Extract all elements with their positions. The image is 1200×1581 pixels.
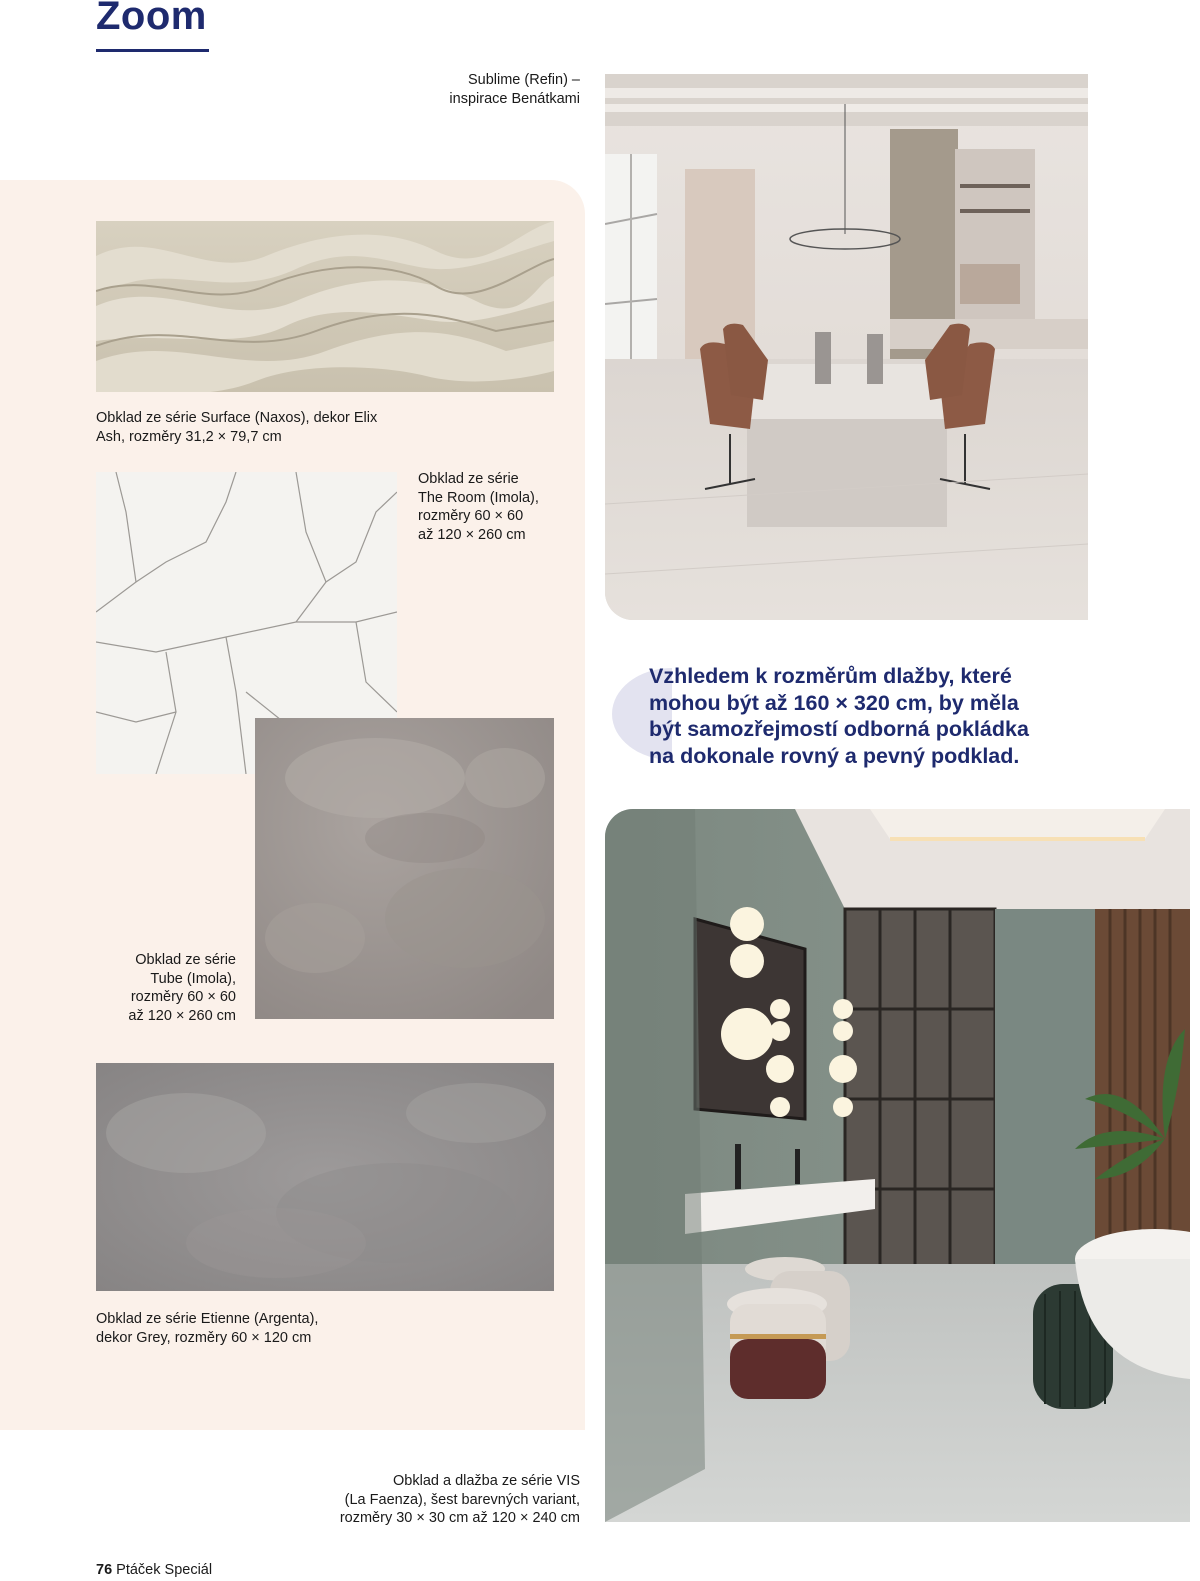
office-photo (605, 74, 1088, 620)
tube-tile-photo (255, 718, 554, 1019)
page-footer (96, 1562, 212, 1578)
pull-quote: Vzhledem k rozměrům dlažby, které mohou být až 160 × 320 cm, by měla být samozřejmostí odborná pokládka na dokonale rovný a pevný podklad. (649, 664, 1029, 768)
section-title: Zoom (96, 0, 207, 38)
waves-tile-photo (96, 221, 554, 392)
caption-office: Sublime (Refin) – inspirace Benátkami (449, 72, 580, 107)
bathroom-photo (605, 809, 1190, 1522)
publication-name: Ptáček Speciál (116, 1562, 213, 1578)
caption-marble: Obklad ze série The Room (Imola), rozměry 60 × 60 až 120 × 260 cm (418, 471, 539, 543)
caption-etienne: Obklad ze série Etienne (Argenta), dekor Grey, rozměry 60 × 120 cm (96, 1311, 319, 1346)
caption-vis: Obklad a dlažba ze série VIS (La Faenza), šest barevných variant, rozměry 30 × 30 cm až 120 × 240 cm (339, 1473, 580, 1526)
title-underline (96, 49, 209, 52)
caption-tube: Obklad ze série Tube (Imola), rozměry 60 × 60 až 120 × 260 cm (128, 952, 236, 1024)
etienne-tile-photo (96, 1063, 554, 1291)
caption-waves: Obklad ze série Surface (Naxos), dekor Elix Ash, rozměry 31,2 × 79,7 cm (96, 410, 378, 445)
page-number: 76 (96, 1562, 113, 1578)
